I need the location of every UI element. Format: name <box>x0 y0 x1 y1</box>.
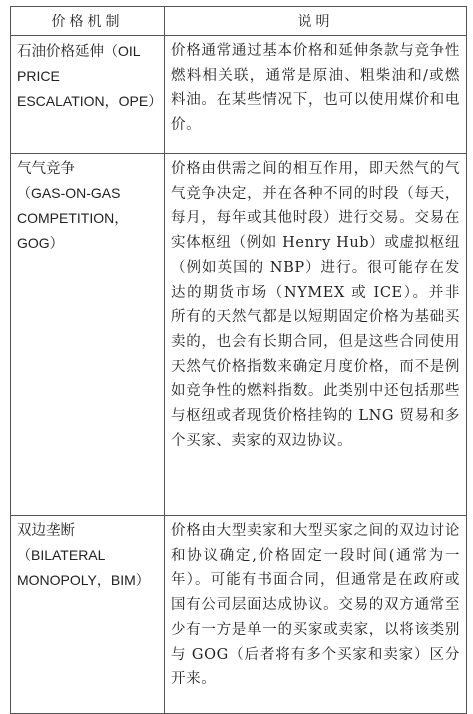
table-row <box>11 154 467 516</box>
description-cell <box>165 36 467 154</box>
table-row <box>11 516 467 714</box>
header-mechanism: 价格机制 <box>11 7 165 36</box>
description-text: 价格由供需之间的相互作用，即天然气的气气竞争决定，并在各种不同的时段（每天，每月，每年或其他时段）进行交易。交易在实体枢纽（例如 Henry Hub）或虚拟枢纽（例如英国的 NBP）进行。很可能存在发达的期货市场（NYMEX 或 ICE）。并非所有的天然气都是以短期固定价格为基础买卖的，也会有长期合同，但是这些合同使用天然气价格指数来确定月度价格，而不是例如竞争性的燃料指数。此类别中还包括那些与枢纽或者现货价格挂钩的 LNG 贸易和多个买家、卖家的双边协议。 <box>171 161 460 449</box>
mechanism-cell <box>11 36 165 154</box>
table-row <box>11 36 467 154</box>
pricing-mechanism-table <box>10 6 467 714</box>
description-cell <box>165 154 467 516</box>
mechanism-name-en: （BILATERAL MONOPOLY，BIM） <box>17 547 150 588</box>
mechanism-name-en: （OIL PRICE ESCALATION，OPE） <box>17 43 163 109</box>
mechanism-name-cn: 双边垄断 <box>17 523 75 539</box>
header-description: 说明 <box>165 7 467 36</box>
mechanism-cell <box>11 154 165 516</box>
mechanism-name-cn: 石油价格延伸 <box>17 44 104 60</box>
description-text: 价格由大型卖家和大型买家之间的双边讨论和协议确定,价格固定一段时间(通常为一年）。可能有书面合同，但通常是在政府或国有公司层面达成协议。交易的双方通常至少有一方是单一的买家或卖家，以将该类别与 GOG（后者将有多个买家和卖家）区分开来。 <box>171 523 460 688</box>
description-text: 价格通常通过基本价格和延伸条款与竞争性燃料相关联，通常是原油、粗柴油和/或燃料油。在某些情况下，也可以使用煤价和电价。 <box>171 43 460 134</box>
mechanism-cell <box>11 516 165 714</box>
header-row <box>11 7 467 36</box>
description-cell <box>165 516 467 714</box>
mechanism-name-en: （GAS-ON-GAS COMPETITION，GOG） <box>17 185 129 251</box>
mechanism-name-cn: 气气竞争 <box>17 161 75 177</box>
